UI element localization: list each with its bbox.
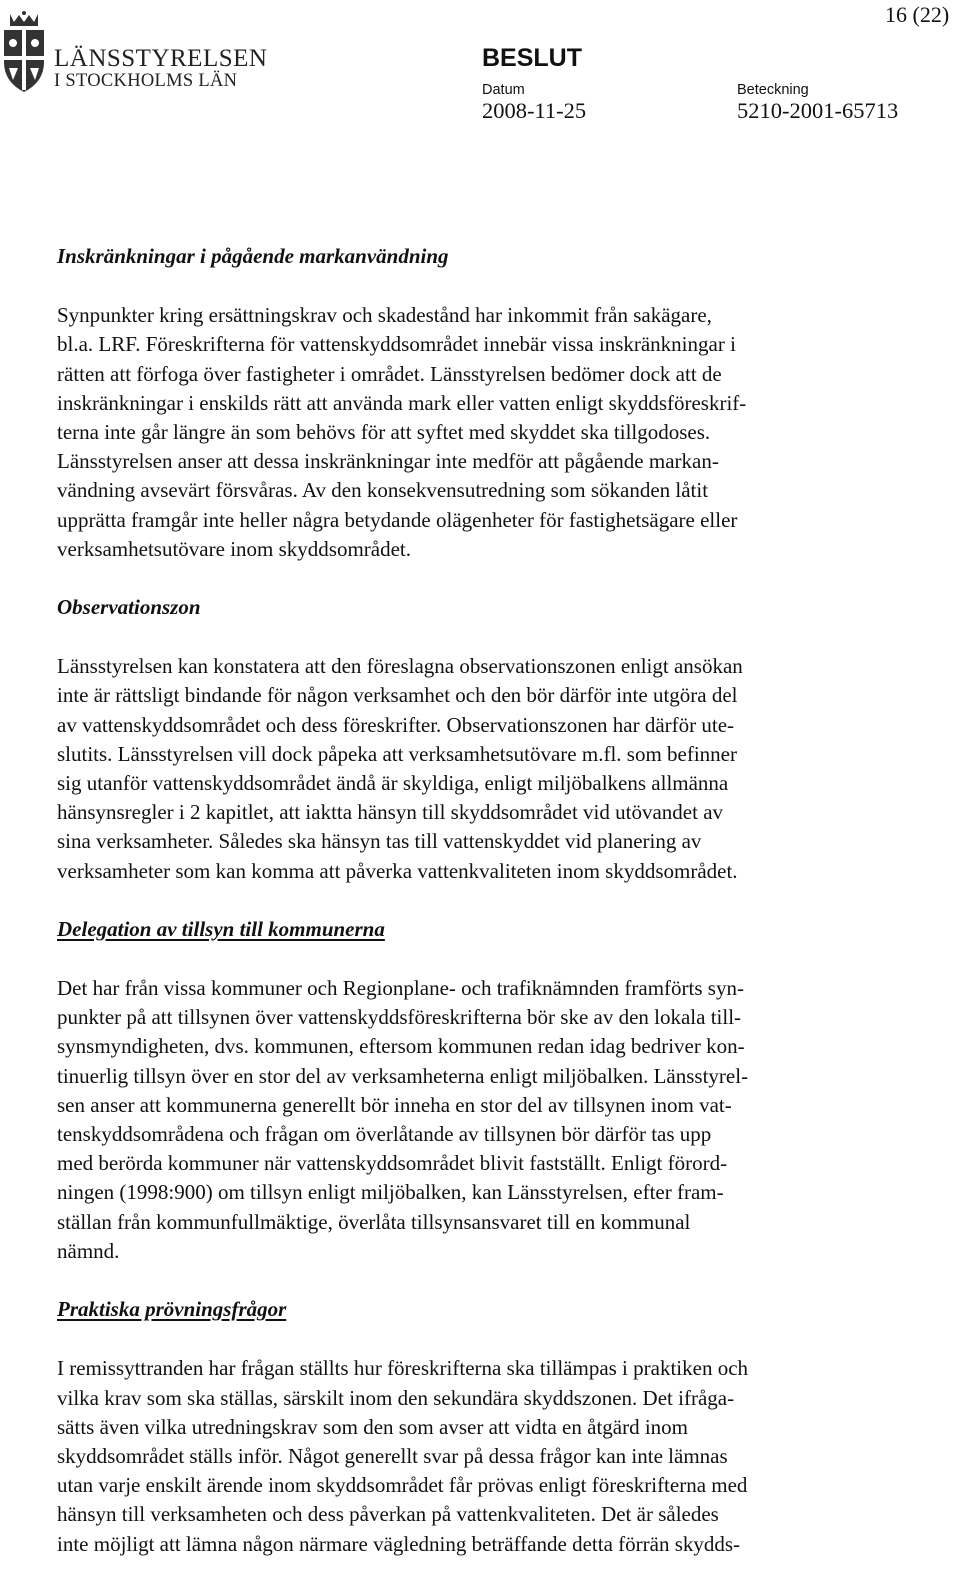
paragraph-line: hänsyn till verksamheten och dess påverkan på vattenkvaliteten. Det är således [57,1502,719,1527]
paragraph-line: slutits. Länsstyrelsen vill dock påpeka att verksamhetsutövare m.fl. som befinner [57,741,737,766]
paragraph-line: Synpunkter kring ersättningskrav och skadestånd har inkommit från sakägare, [57,303,712,328]
section-paragraph [57,652,897,886]
paragraph-line: sätts även vilka utredningskrav som den som avser att vidta en åtgärd inom [57,1414,689,1439]
paragraph-line: vändning avsevärt försvåras. Av den konsekvensutredning som sökanden låtit [57,478,709,503]
document-body [57,242,897,1588]
paragraph-line: skyddsområdet ställs inför. Något generellt svar på dessa frågor kan inte lämnas [57,1443,728,1468]
paragraph-line: ningen (1998:900) om tillsyn enligt miljöbalken, kan Länsstyrelsen, efter fram- [57,1180,724,1205]
paragraph-line: av vattenskyddsområdet och dess föreskrifter. Observationszonen har därför ute- [57,712,735,737]
paragraph-line: sina verksamheter. Således ska hänsyn tas till vattenskyddet vid planering av [57,829,702,854]
paragraph-line: tenskyddsområdena och frågan om överlåtande av tillsynen bör därför tas upp [57,1122,712,1147]
paragraph-line: terna inte går längre än som behövs för att syftet med skyddet ska tillgodoses. [57,420,711,445]
paragraph-line: tinuerlig tillsyn över en stor del av verksamheterna enligt miljöbalken. Länsstyrel- [57,1063,749,1088]
section-heading: Delegation av tillsyn till kommunerna [57,916,385,941]
paragraph-line: I remissyttranden har frågan ställts hur föreskrifterna ska tillämpas i praktiken och [57,1356,749,1381]
paragraph-line: ställan från kommunfullmäktige, överlåta tillsynsansvaret till en kommunal [57,1209,691,1234]
section-heading: Praktiska prövningsfrågor [57,1297,287,1322]
date-value: 2008-11-25 [482,98,587,123]
paragraph-line: inskränkningar i enskilds rätt att använda mark eller vatten enligt skyddsföreskrif- [57,390,747,415]
paragraph-line: inte möjligt att lämna någon närmare vägledning beträffande detta förrän skydds- [57,1531,741,1556]
date-label: Datum [482,82,525,98]
logo [0,10,268,94]
logo-text-line2: I STOCKHOLMS LÄN [54,71,238,91]
paragraph-line: med berörda kommuner när vattenskyddsområdet blivit fastställt. Enligt förord- [57,1151,728,1176]
paragraph-line: utan varje enskilt ärende inom skyddsområdet får prövas enligt föreskrifterna med [57,1473,748,1498]
paragraph-line: bl.a. LRF. Föreskrifterna för vattenskyddsområdet innebär vissa inskränkningar i [57,332,736,357]
paragraph-line: nämnd. [57,1238,120,1263]
paragraph-line: punkter på att tillsynen över vattenskyddsföreskrifterna bör ske av den lokala till- [57,1005,742,1030]
reference-value: 5210-2001-65713 [737,98,899,123]
section-paragraph [57,301,897,564]
paragraph-line: verksamheter som kan komma att påverka vattenkvaliteten inom skyddsområdet. [57,858,738,883]
paragraph-line: verksamhetsutövare inom skyddsområdet. [57,536,412,561]
paragraph-line: upprätta framgår inte heller några betydande olägenheter för fastighetsägare eller [57,507,738,532]
paragraph-line: Länsstyrelsen kan konstatera att den föreslagna observationszonen enligt ansökan [57,654,743,679]
paragraph-line: sen anser att kommunerna generellt bör inneha en stor del av tillsynen inom vat- [57,1092,732,1117]
paragraph-line: vilka krav som ska ställas, särskilt inom den sekundära skyddszonen. Det ifråga- [57,1385,735,1410]
paragraph-line: Det har från vissa kommuner och Regionplane- och trafiknämnden framförts syn- [57,976,744,1001]
section-heading: Inskränkningar i pågående markanvändning [57,244,449,268]
paragraph-line: inte är rättsligt bindande för någon verksamhet och den bör därför inte utgöra del [57,683,738,708]
paragraph-line: hänsynsregler i 2 kapitlet, att iaktta hänsyn till skyddsområdet vid utövandet av [57,800,724,825]
paragraph-line: Länsstyrelsen anser att dessa inskränkningar inte medför att pågående markan- [57,449,719,474]
paragraph-line: rätten att förfoga över fastigheter i området. Länsstyrelsen bedömer dock att de [57,361,722,386]
section-paragraph [57,974,897,1266]
section-heading: Observationszon [57,595,201,620]
page-number: 16 (22) [885,2,950,27]
paragraph-line: synsmyndigheten, dvs. kommunen, eftersom kommunen redan idag bedriver kon- [57,1034,745,1059]
coat-of-arms-icon [0,10,48,94]
section-paragraph [57,1354,897,1558]
reference-label: Beteckning [737,82,809,98]
document-type: BESLUT [482,44,582,72]
paragraph-line: sig utanför vattenskyddsområdet ändå är skyldiga, enligt miljöbalkens allmänna [57,771,729,796]
logo-text-line1: LÄNSSTYRELSEN [54,45,268,72]
